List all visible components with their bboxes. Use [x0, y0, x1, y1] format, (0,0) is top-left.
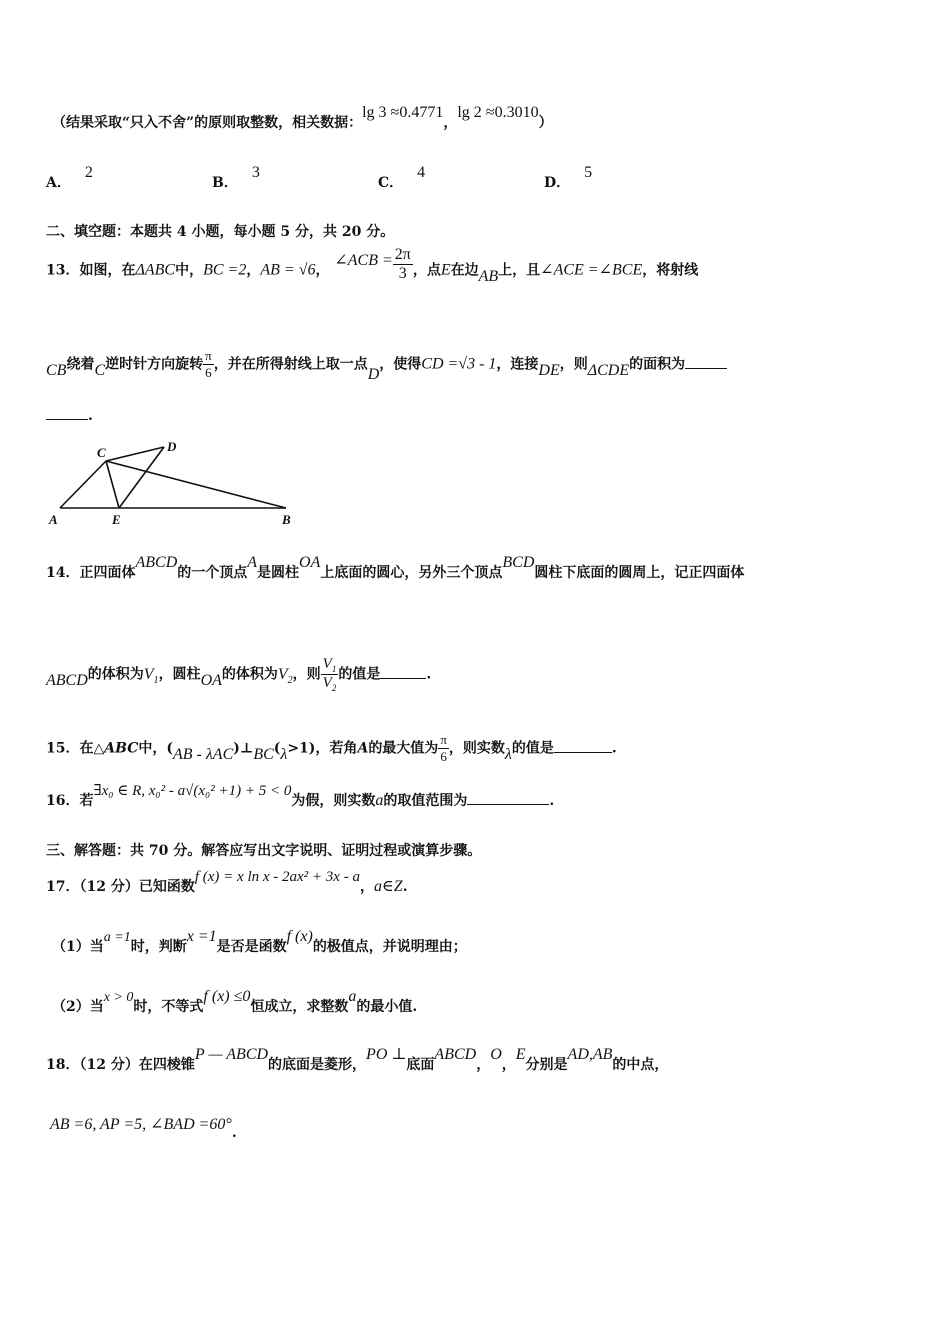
question-14-line-2: ABCD的体积为$V_1$，圆柱OA的体积为$V_2$，则 $\frac{V_1}{V_2}$ 的值是 .	[46, 656, 432, 693]
question-13-line-3: .	[46, 408, 93, 424]
question-13-line-2: CB绕着C逆时针方向旋转 $\frac{\pi}{6}$ ，并在所得射线上取一点D，使得CD =√3 - 1，连接DE，则ΔCDE的面积为	[46, 348, 727, 381]
label-a: A	[49, 512, 58, 527]
question-14: 14．正四面体ABCD的一个顶点A是圆柱OA上底面的圆心，另外三个顶点BCD圆柱下底面的圆周上，记正四面体	[46, 554, 745, 581]
question-13: 13．如图，在ΔABC中，BC =2，AB = √6， ∠ACB = $\frac{2\pi}{3}$ ，点E在边AB上，且∠ACE =∠BCE，将射线	[46, 246, 699, 285]
label-d: D	[167, 439, 177, 454]
section-3-heading: 三、解答题：共 70 分。解答应写出文字说明、证明过程或演算步骤。	[46, 843, 482, 859]
option-d: D．5	[544, 164, 593, 191]
section-2-heading: 二、填空题：本题共 4 小题，每小题 5 分，共 20 分。	[46, 224, 395, 240]
answer-blank	[685, 367, 727, 369]
question-17: 17．（12 分）已知函数f (x) = x ln x - 2ax² + 3x - a，a∈Z.	[46, 869, 408, 895]
question-15: 15．在△ABC中，(AB - λAC)⊥BC(λ>1)，若角A的最大值为 $\frac{\pi}{6}$ ，则实数λ的值是 .	[46, 732, 617, 764]
question-18: 18．（12 分）在四棱锥P — ABCD的底面是菱形，PO ⊥底面ABCD，O，E分别是AD,AB的中点，	[46, 1046, 669, 1073]
lg2-value: lg 2 ≈0.3010	[457, 104, 539, 121]
option-b: B．3	[212, 164, 260, 191]
segment-cb	[106, 461, 286, 508]
data-note: （结果采取“只入不舍”的原则取整数，相关数据：lg 3 ≈0.4771，lg 2 ≈0.3010）	[52, 104, 553, 131]
segment-ce	[106, 461, 119, 508]
label-e: E	[112, 512, 121, 527]
question-16: 16．若∃x₀ ∈ R, x₀² - a√(x₀² +1) + 5 < 0为假，则实数a的取值范围为 .	[46, 783, 555, 809]
segment-ac	[60, 461, 106, 508]
label-c: C	[97, 445, 106, 460]
label-b: B	[282, 512, 291, 527]
option-a: A．2	[46, 164, 93, 191]
lg3-value: lg 3 ≈0.4771	[362, 104, 444, 121]
question-17-part-1: （1）当a =1时，判断x =1是否是函数f (x)的极值点，并说明理由；	[52, 928, 467, 955]
question-18-line-2: AB =6, AP =5, ∠BAD =60°.	[50, 1116, 237, 1141]
question-17-part-2: （2）当x > 0时，不等式f (x) ≤0恒成立，求整数a的最小值.	[52, 988, 418, 1015]
answer-blank-continued	[46, 418, 88, 420]
triangle-figure	[46, 434, 306, 530]
option-c: C．4	[378, 164, 426, 191]
